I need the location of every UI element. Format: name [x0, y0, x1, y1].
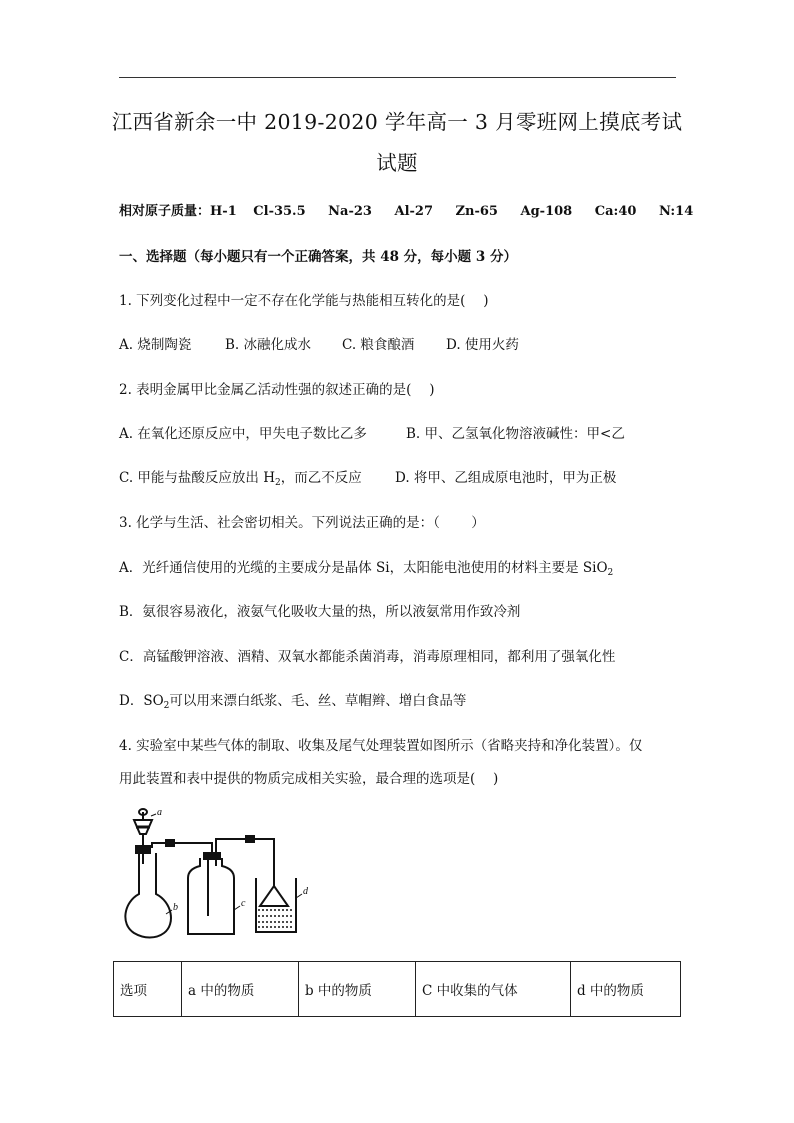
- atomic-mass-item: H-1: [210, 204, 237, 219]
- lab-apparatus-figure: [116, 806, 316, 942]
- question-4-stem-line2: 用此装置和表中提供的物质完成相关实验，最合理的选项是( ): [119, 771, 499, 787]
- table-header-cell: 选项: [114, 962, 182, 1017]
- atomic-mass-line: [119, 200, 693, 219]
- subscript: 2: [163, 701, 170, 711]
- question-3-option-c: C．高锰酸钾溶液、酒精、双氧水都能杀菌消毒，消毒原理相同，都利用了强氧化性: [119, 649, 616, 665]
- gas-collection-bottle: [188, 858, 234, 934]
- option-d: D. 使用火药: [446, 337, 519, 353]
- question-3-option-d: [119, 689, 466, 709]
- atomic-mass-item: Na-23: [328, 204, 372, 219]
- option-a: A. 烧制陶瓷: [119, 337, 192, 353]
- table-header-cell: b 中的物质: [299, 962, 416, 1017]
- atomic-mass-item: Cl-35.5: [253, 204, 306, 219]
- atomic-mass-label: 相对原子质量：: [119, 204, 211, 219]
- option-a-text: A．光纤通信使用的光缆的主要成分是晶体 Si，太阳能电池使用的材料主要是 SiO: [119, 560, 608, 576]
- label-b: b: [173, 902, 178, 913]
- option-b: B. 甲、乙氢氧化物溶液碱性：甲<乙: [406, 426, 625, 442]
- flask-stopper: [136, 846, 150, 853]
- question-2-options-ab: [119, 422, 625, 442]
- question-1-stem: 1. 下列变化过程中一定不存在化学能与热能相互转化的是( ): [119, 293, 489, 309]
- section-heading: 一、选择题（每小题只有一个正确答案，共 48 分，每小题 3 分）: [119, 249, 517, 265]
- exam-title-line1: 江西省新余一中 2019-2020 学年高一 3 月零班网上摸底考试: [111, 110, 683, 134]
- option-c-text-end: ，而乙不反应: [280, 470, 362, 486]
- option-a: A. 在氧化还原反应中，甲失电子数比乙多: [119, 426, 367, 442]
- option-b: B. 冰融化成水: [225, 337, 312, 353]
- question-3-option-b: B．氨很容易液化，液氨气化吸收大量的热，所以液氨常用作致冷剂: [119, 604, 521, 620]
- option-d-text: D．SO: [119, 693, 164, 709]
- question-3-stem: 3. 化学与生活、社会密切相关。下列说法正确的是：（ ）: [119, 515, 485, 531]
- atomic-mass-item: Ca:40: [594, 204, 637, 219]
- question-2-stem: 2. 表明金属甲比金属乙活动性强的叙述正确的是( ): [119, 382, 435, 398]
- exam-title-line2: 试题: [376, 151, 418, 175]
- atomic-mass-item: Ag-108: [520, 204, 573, 219]
- question-4-stem-line1: 4. 实验室中某些气体的制取、收集及尾气处理装置如图所示（省略夹持和净化装置）。仅: [119, 738, 643, 754]
- question-2-options-cd: [119, 466, 616, 486]
- subscript: 2: [275, 478, 281, 488]
- option-d-text-end: 可以用来漂白纸浆、毛、丝、草帽辫、增白食品等: [169, 693, 467, 709]
- round-bottom-flask: [125, 853, 171, 938]
- option-c-text: C. 甲能与盐酸反应放出 H: [119, 470, 275, 486]
- option-c: C. 粮食酿酒: [342, 337, 415, 353]
- header-rule: [119, 77, 676, 78]
- table-header-cell: a 中的物质: [182, 962, 299, 1017]
- label-a: a: [157, 807, 162, 818]
- question-1-options: [119, 333, 519, 353]
- options-table: [113, 961, 681, 1017]
- label-d: d: [303, 886, 308, 897]
- label-c: c: [241, 898, 246, 909]
- atomic-mass-item: Al-27: [394, 204, 433, 219]
- question-3-option-a: [119, 556, 613, 576]
- option-c: [119, 466, 395, 486]
- table-header-row: [114, 962, 681, 1017]
- atomic-mass-item: Zn-65: [455, 204, 498, 219]
- subscript: 2: [607, 568, 614, 578]
- atomic-mass-item: N:14: [658, 204, 694, 219]
- inverted-funnel: [260, 886, 288, 906]
- table-header-cell: d 中的物质: [571, 962, 681, 1017]
- option-d: D. 将甲、乙组成原电池时，甲为正极: [395, 470, 617, 486]
- table-header-cell: C 中收集的气体: [416, 962, 571, 1017]
